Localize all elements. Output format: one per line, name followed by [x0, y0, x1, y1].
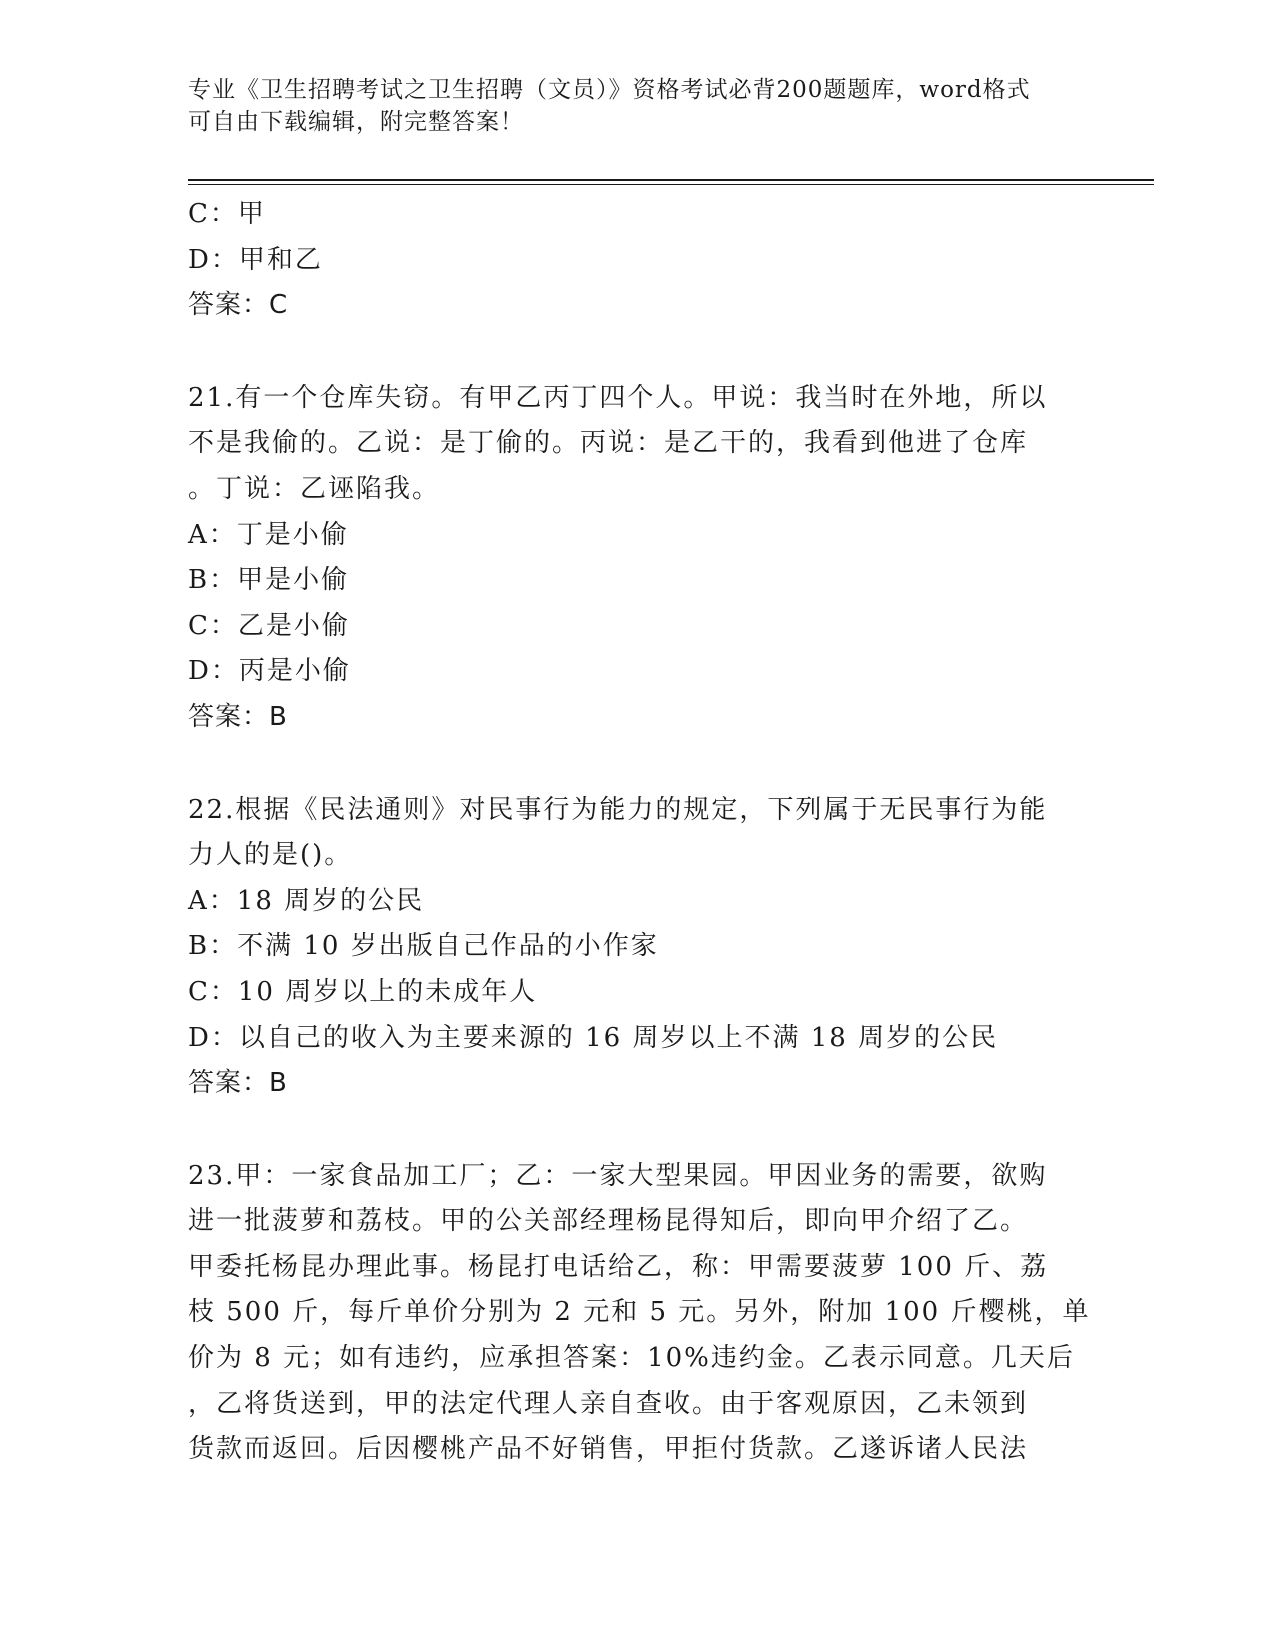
header-divider-thick: [188, 179, 1154, 181]
question-text-line: 价为 8 元；如有违约，应承担答案：10%违约金。乙表示同意。几天后: [188, 1343, 1075, 1374]
answer-line: 答案：C: [188, 290, 289, 321]
question-22: [188, 788, 1088, 1107]
option-d: D：丙是小偷: [188, 656, 351, 687]
question-text-line: 。丁说：乙诬陷我。: [188, 473, 441, 504]
option-a: A：丁是小偷: [188, 519, 349, 550]
prev-question-block: [188, 192, 1088, 329]
question-text-line: 货款而返回。后因樱桃产品不好销售，甲拒付货款。乙遂诉诸人民法: [188, 1434, 1029, 1465]
question-text-line: 力人的是()。: [188, 840, 353, 871]
option-c: C：10 周岁以上的未成年人: [188, 976, 538, 1007]
spacer: [188, 329, 1088, 376]
answer-line: 答案：B: [188, 701, 288, 732]
option-a: A：18 周岁的公民: [188, 885, 425, 916]
option-d: D：以自己的收入为主要来源的 16 周岁以上不满 18 周岁的公民: [188, 1022, 999, 1053]
question-23: [188, 1154, 1091, 1473]
header-divider-thin: [188, 184, 1154, 185]
question-text-line: 甲委托杨昆办理此事。杨昆打电话给乙，称：甲需要菠萝 100 斤、荔: [188, 1251, 1049, 1282]
question-21: [188, 376, 1088, 741]
spacer: [188, 1107, 1088, 1154]
answer-line: 答案：B: [188, 1068, 288, 1099]
question-text-line: ，乙将货送到，甲的法定代理人亲自查收。由于客观原因，乙未领到: [188, 1388, 1029, 1419]
question-text-line: 21.有一个仓库失窃。有甲乙丙丁四个人。甲说：我当时在外地，所以: [188, 382, 1048, 413]
question-text-line: 22.根据《民法通则》对民事行为能力的规定，下列属于无民事行为能: [188, 794, 1048, 825]
question-text-line: 枝 500 斤，每斤单价分别为 2 元和 5 元。另外，附加 100 斤樱桃，单: [188, 1297, 1091, 1328]
option-b: B：不满 10 岁出版自己作品的小作家: [188, 931, 659, 962]
option-c: C：乙是小偷: [188, 610, 350, 641]
question-content: [188, 192, 1091, 1473]
question-text-line: 不是我偷的。乙说：是丁偷的。丙说：是乙干的，我看到他进了仓库: [188, 428, 1029, 459]
option-c: C：甲: [188, 199, 266, 229]
header-line-1: 专业《卫生招聘考试之卫生招聘（文员）》资格考试必背200题题库，word格式: [188, 77, 1031, 103]
header-line-2: 可自由下载编辑，附完整答案！: [188, 109, 524, 135]
question-text-line: 进一批菠萝和荔枝。甲的公关部经理杨昆得知后，即向甲介绍了乙。: [188, 1206, 1029, 1237]
question-text-line: 23.甲：一家食品加工厂；乙：一家大型果园。甲因业务的需要，欲购: [188, 1160, 1048, 1191]
option-d: D：甲和乙: [188, 244, 323, 275]
page-header: [188, 74, 1078, 138]
option-b: B：甲是小偷: [188, 565, 350, 596]
spacer: [188, 741, 1088, 788]
